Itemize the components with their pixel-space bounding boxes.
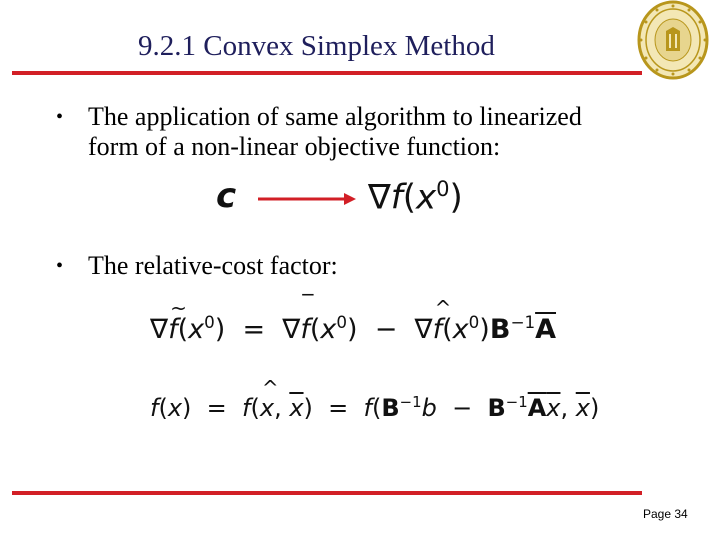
formula-cost-vector: c [216,176,237,216]
footer-divider [12,491,642,495]
university-seal-icon [636,0,710,80]
bullet-text: The application of same algorithm to linearized form of a non-linear objective function: [88,102,582,161]
formula-relative-cost: ∇f ~ $(x^0) = \nabla f$ ‾ $(x^0) - \nabla f$ ^ $(x^0)B^{-1}\overline{A}$ [150,292,557,345]
formula-objective-substitution: f(x) = f(x ^ , $\overline{x}) = f(B^{-1}b - B^{-1}\overline{A}\overline{x}$, $\overline{x}$) [150,376,600,422]
slide-title: 9.2.1 Convex Simplex Method [138,30,495,62]
bullet-dot-icon: • [56,106,64,128]
title-divider [12,71,642,75]
page-number: Page 34 [643,507,688,521]
bullet-dot-icon: • [56,255,64,277]
bullet-relative-cost [56,251,628,281]
bullet-text: The relative-cost factor: [88,251,338,280]
right-arrow-icon [258,188,358,210]
formula-gradient: $\nabla f(x^0)$ [368,176,463,218]
bullet-linearized [56,102,628,162]
